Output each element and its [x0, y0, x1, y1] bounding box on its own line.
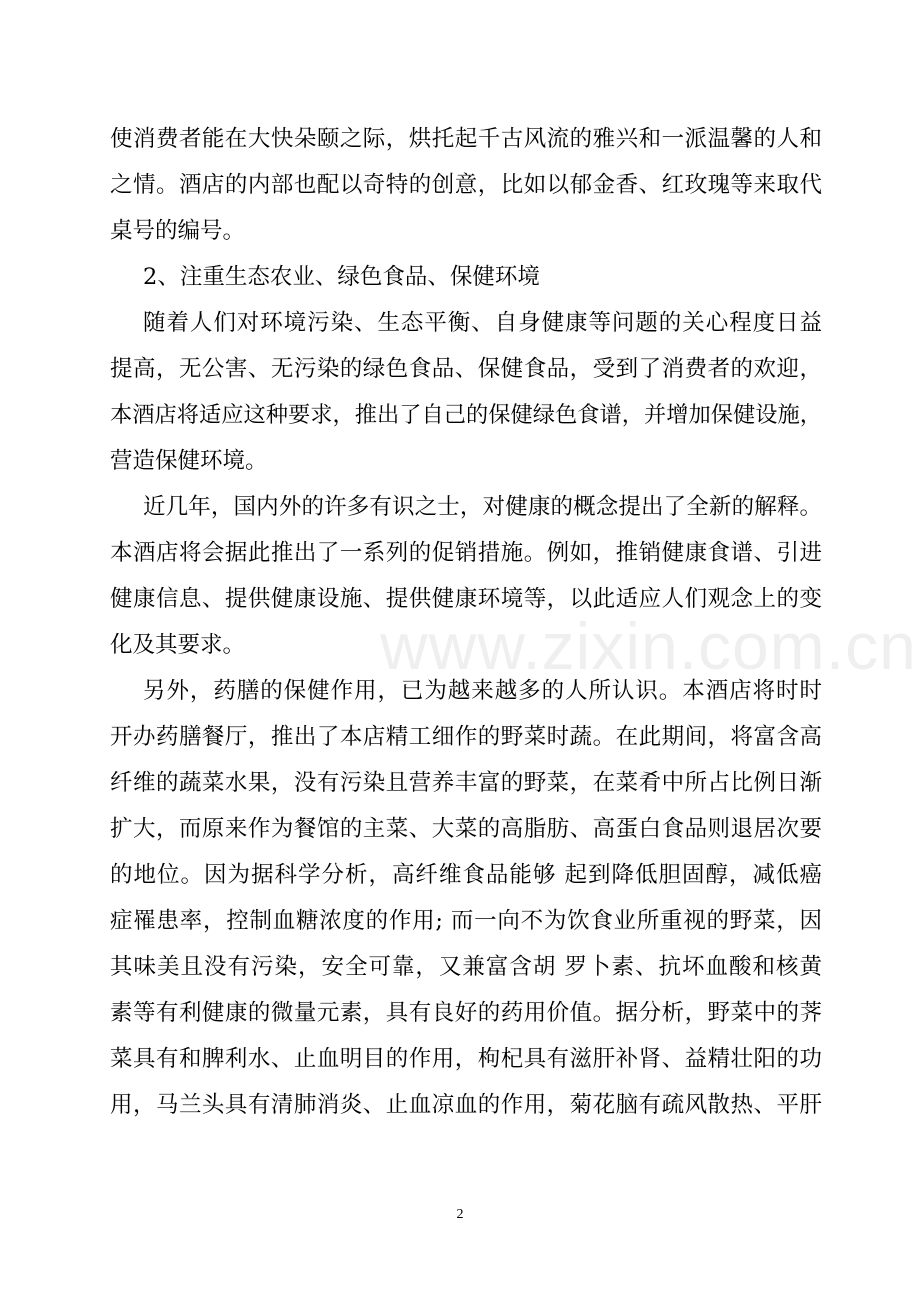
text-line: 健康信息、提供健康设施、提供健康环境等，以此适应人们观念上的变	[110, 586, 822, 612]
text-line: 素等有利健康的微量元素，具有良好的药用价值。据分析，野菜中的荠	[110, 1000, 822, 1026]
text-line: 化及其要求。	[110, 632, 246, 658]
text-line: 另外，药膳的保健作用，已为越来越多的人所认识。本酒店将时时	[143, 678, 822, 704]
text-line: 本酒店将会据此推出了一系列的促销措施。例如，推销健康食谱、引进	[110, 540, 822, 566]
text-line: 提高，无公害、无污染的绿色食品、保健食品，受到了消费者的欢迎，	[110, 356, 822, 382]
text-line: 随着人们对环境污染、生态平衡、自身健康等问题的关心程度日益	[143, 310, 822, 336]
document-body	[110, 116, 822, 1128]
text-line: 桌号的编号。	[110, 218, 246, 244]
page-number: 2	[456, 1207, 464, 1222]
text-line: 菜具有和脾利水、止血明目的作用，枸杞具有滋肝补肾、益精壮阳的功	[110, 1046, 822, 1072]
text-line: 营造保健环境。	[110, 448, 268, 474]
text-line: 开办药膳餐厅，推出了本店精工细作的野菜时蔬。在此期间，将富含高	[110, 724, 822, 750]
text-line: 症罹患率，控制血糖浓度的作用; 而一向不为饮食业所重视的野菜，因	[110, 908, 822, 934]
text-line: 2、注重生态农业、绿色食品、保健环境	[143, 264, 540, 290]
text-line: 其味美且没有污染，安全可靠，又兼富含胡 罗卜素、抗坏血酸和核黄	[110, 954, 822, 980]
text-line: 的地位。因为据科学分析，高纤维食品能够 起到降低胆固醇，减低癌	[110, 862, 822, 888]
text-line: 近几年，国内外的许多有识之士，对健康的概念提出了全新的解释。	[143, 494, 822, 520]
watermark: www.zixin.com.cn	[380, 609, 917, 683]
text-line: 用，马兰头具有清肺消炎、止血凉血的作用，菊花脑有疏风散热、平肝	[110, 1092, 822, 1118]
text-line: 纤维的蔬菜水果，没有污染且营养丰富的野菜，在菜肴中所占比例日渐	[110, 770, 822, 796]
text-line: 本酒店将适应这种要求，推出了自己的保健绿色食谱，并增加保健设施，	[110, 402, 822, 428]
text-line: 扩大，而原来作为餐馆的主菜、大菜的高脂肪、高蛋白食品则退居次要	[110, 816, 822, 842]
text-line: 使消费者能在大快朵颐之际，烘托起千古风流的雅兴和一派温馨的人和	[110, 126, 822, 152]
text-line: 之情。酒店的内部也配以奇特的创意，比如以郁金香、红玫瑰等来取代	[110, 172, 822, 198]
